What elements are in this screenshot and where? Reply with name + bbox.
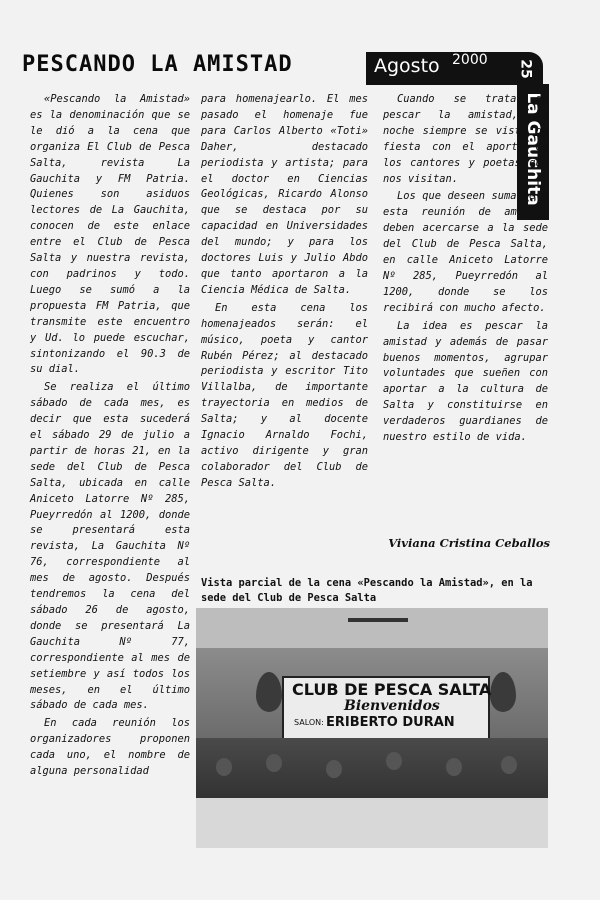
issue-masthead — [366, 52, 543, 85]
banner-salon-label: SALON: — [294, 718, 324, 727]
photo-tables — [196, 798, 548, 848]
masthead-year: 2000 — [452, 52, 488, 68]
guest-figure — [501, 756, 517, 774]
guest-figure — [326, 760, 342, 778]
banner-emblem-right — [490, 672, 516, 712]
article-headline: PESCANDO LA AMISTAD — [22, 52, 293, 77]
photo-caption: Vista parcial de la cena «Pescando la Amistad», en la sede del Club de Pesca Salta — [201, 577, 533, 604]
guest-figure — [266, 754, 282, 772]
guest-figure — [446, 758, 462, 776]
ceiling-fan — [348, 618, 408, 622]
masthead-month: Agosto — [374, 55, 440, 77]
guest-figure — [216, 758, 232, 776]
photo-ceiling — [196, 608, 548, 648]
banner-club-name: CLUB DE PESCA SALTA — [292, 680, 492, 699]
banner-welcome: Bienvenidos — [344, 698, 440, 714]
guest-figure — [386, 752, 402, 770]
banner-salon-name: ERIBERTO DURAN — [326, 715, 455, 730]
paragraph: La idea es pescar la amistad y además de pasar buenos momentos, agrupar voluntades que sueñen con aportar a la cultura de Salta y constituirse en verdaderos guardianes de nuestro estilo de vida. — [383, 319, 548, 444]
paragraph: En cada reunión los organizadores proponen cada uno, el nombre de alguna personalidad — [30, 717, 190, 778]
paragraph: Los que deseen sumarse a esta reunión de amigos, deben acercarse a la sede del Club de Pesca Salta, en calle Aniceto Latorre Nº 285, Pueyrredón al 1200, donde se los recibirá con mucho afecto. — [383, 190, 548, 314]
author-signature: Viviana Cristina Ceballos — [388, 536, 550, 550]
paragraph: «Pescando la Amistad» es la denominación que se le dió a la cena que organiza El Club de Pesca Salta, revista La Gauchita y FM Patria. Quienes son asiduos lectores de La Gauchita, conocen de este enlace entre el Club de Pesca Salta y nuestra revista, con padrinos y todo. Luego se sumó a la propuesta FM Patria, que transmite este encuentro y Ud. lo puede escuchar, sintonizando el 90.3 de su dial. — [30, 93, 190, 376]
paragraph: Cuando se trata de pescar la amistad, la noche siempre se viste de fiesta con el aporte de los cantores y poetas que nos visitan. — [383, 93, 548, 185]
event-photo — [196, 608, 548, 848]
column-1 — [30, 92, 190, 782]
paragraph: En esta cena los homenajeados serán: el músico, poeta y cantor Rubén Pérez; al destacado periodista y escritor Tito Villalba, de importante trayectoria en medios de Salta; y al docente Ignacio Arnaldo Fochi, activo dirigente y gran colaborador del Club de Pesca Salta. — [201, 301, 368, 489]
column-3 — [383, 92, 548, 448]
paragraph: para homenajearlo. El mes pasado el homenaje fue para Carlos Alberto «Toti» Daher, destacado periodista y artista; para el doctor en Ciencias Geológicas, Ricardo Alonso que se destaca por su capacidad en Universidades del mundo; y para los doctores Luis y Julio Abdo que tanto aportaron a la Ciencia Médica de Salta. — [201, 93, 368, 296]
banner-emblem-left — [256, 672, 282, 712]
paragraph: Se realiza el último sábado de cada mes, es decir que esta sucederá el sábado 29 de julio a partir de horas 21, en la sede del Club de Pesca Salta, ubicada en calle Aniceto Latorre Nº 285, Pueyrredón al 1200, donde se presentará esta revista, La Gauchita Nº 76, correspondiente al mes de agosto. Después tendremos la cena del sábado 26 de agosto, donde se presentará La Gauchita Nº 77, correspondiente al mes de setiembre y así todos los meses, en el último sábado de cada mes. — [30, 381, 190, 712]
magazine-name: La Gauchita — [523, 92, 543, 206]
club-banner — [282, 676, 490, 740]
page-number: 25 — [517, 59, 534, 79]
column-2 — [201, 92, 368, 494]
